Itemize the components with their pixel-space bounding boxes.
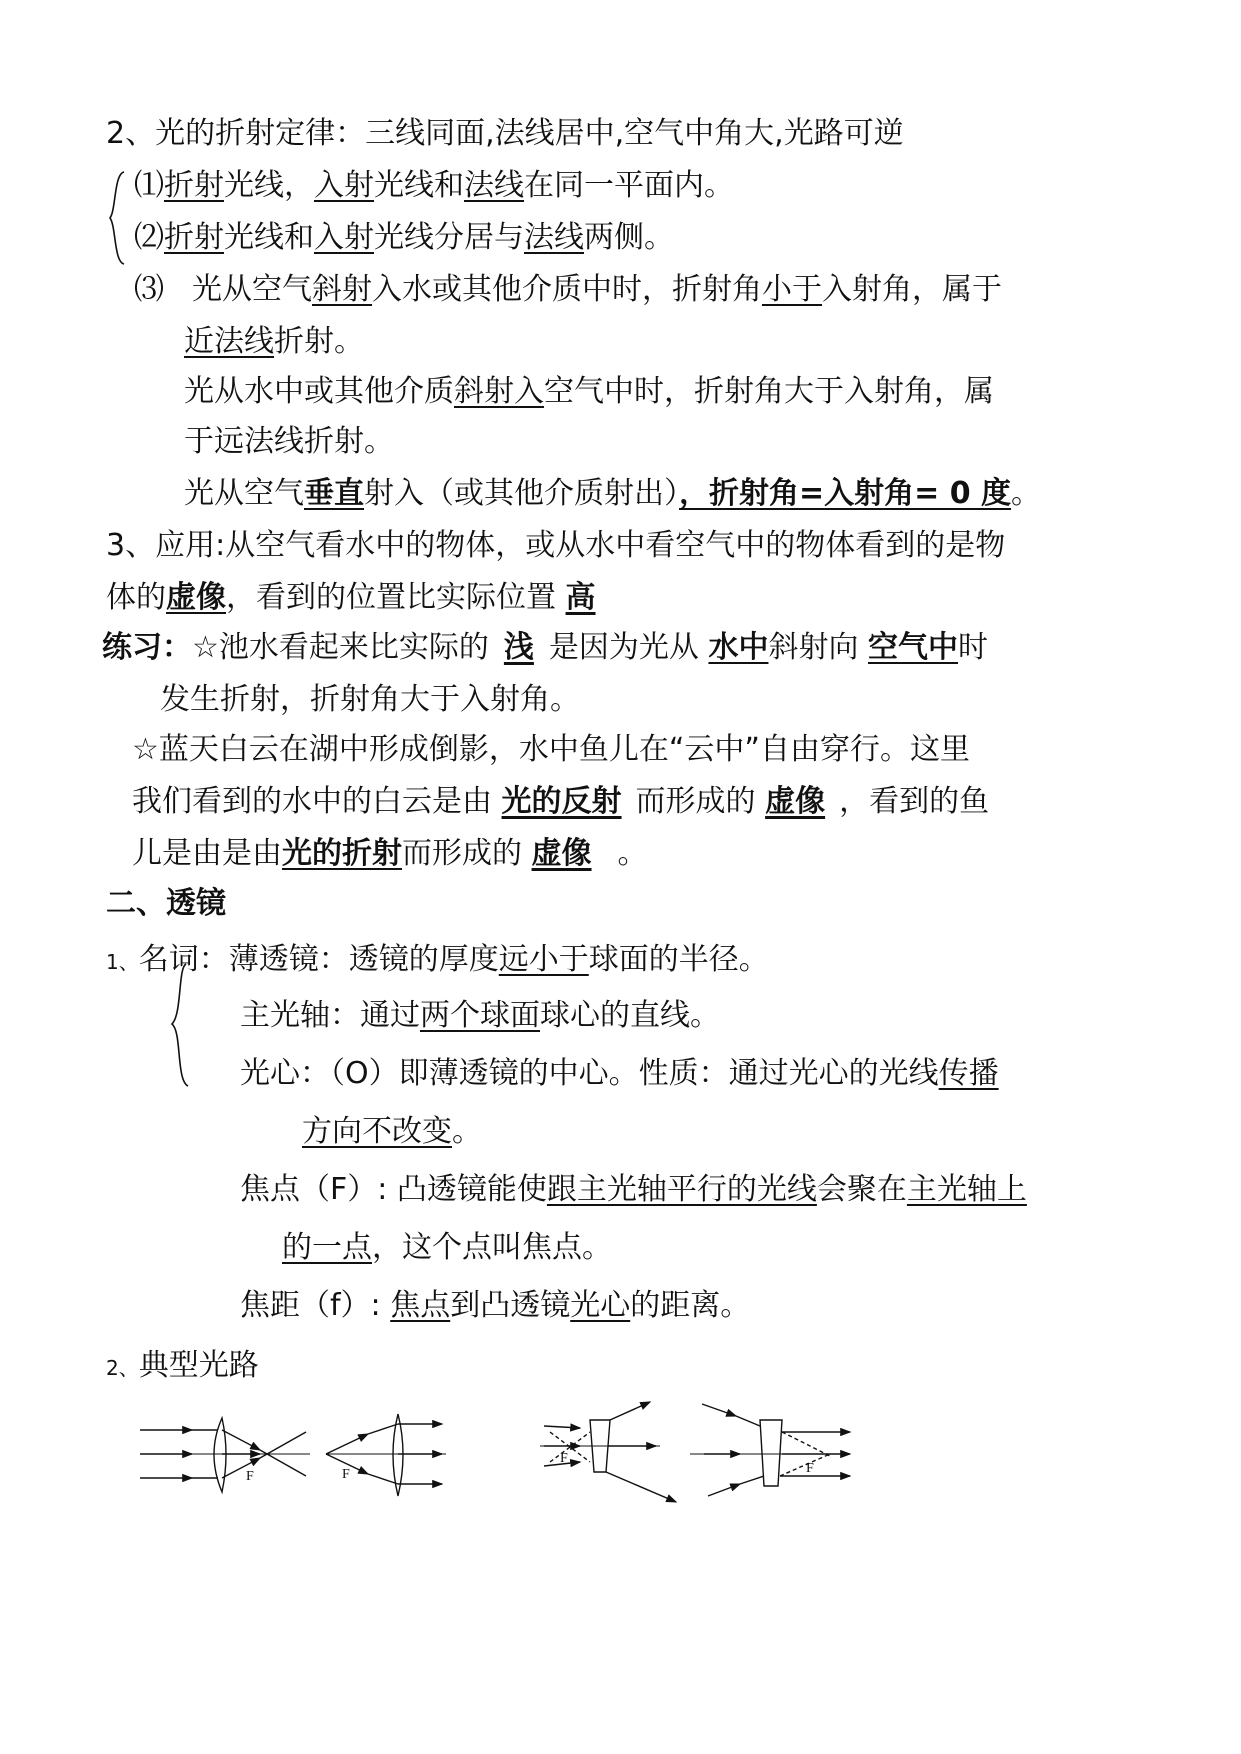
law-item-3-line-5: 光从空气垂直射入（或其他介质射出），折射角=入射角= 0 度。 xyxy=(184,476,1042,511)
focus-label: F xyxy=(560,1451,568,1466)
section-heading-lens: 二、透镜 xyxy=(106,886,226,921)
concave-lens-diagram-2 xyxy=(690,1404,850,1496)
curly-brace-icon xyxy=(170,962,192,1090)
convex-lens-focus-rays-diagram xyxy=(326,1414,446,1496)
focus-label: F xyxy=(806,1461,814,1476)
application-line-1: 3、应用:从空气看水中的物体，或从水中看空气中的物体看到的是物 xyxy=(106,528,1006,563)
practice-line-2: 发生折射，折射角大于入射角。 xyxy=(160,682,580,717)
law-item-3-line-3: 光从水中或其他介质斜射入空气中时，折射角大于入射角，属 xyxy=(184,374,994,409)
law-item-3-line-2: 近法线折射。 xyxy=(184,324,364,359)
lens-term-focus-cont: 的一点，这个点叫焦点。 xyxy=(282,1230,612,1265)
refraction-law-heading: 2、光的折射定律：三线同面,法线居中,空气中角大,光路可逆 xyxy=(106,116,904,151)
law-item-1: ⑴折射光线，入射光线和法线在同一平面内。 xyxy=(134,168,734,203)
law-item-3-line-1: ⑶ 光从空气斜射入水或其他介质中时，折射角小于入射角，属于 xyxy=(134,272,1002,307)
typical-light-paths-heading: 2、典型光路 xyxy=(106,1348,259,1383)
practice-line-1: 练习：☆池水看起来比实际的 浅 是因为光从 水中斜射向 空气中时 xyxy=(102,630,988,665)
practice-line-3: ☆蓝天白云在湖中形成倒影，水中鱼儿在“云中”自由穿行。这里 xyxy=(132,732,970,767)
application-line-2: 体的虚像，看到的位置比实际位置 高 xyxy=(106,580,596,615)
law-item-3-line-4: 于远法线折射。 xyxy=(184,424,394,459)
curly-brace-icon xyxy=(108,170,128,266)
lens-term-center-cont: 方向不改变。 xyxy=(302,1114,482,1149)
lens-term-thin: 1、名词：薄透镜：透镜的厚度远小于球面的半径。 xyxy=(106,942,769,977)
practice-line-4: 我们看到的水中的白云是由 光的反射 而形成的 虚像 ，看到的鱼 xyxy=(132,784,990,819)
focus-label: F xyxy=(246,1469,254,1484)
lens-term-center: 光心：（O）即薄透镜的中心。性质：通过光心的光线传播 xyxy=(240,1056,999,1091)
lens-ray-diagrams xyxy=(130,1392,890,1512)
practice-line-5: 儿是由是由光的折射而形成的 虚像 。 xyxy=(132,836,648,871)
lens-term-focus: 焦点（F）: 凸透镜能使跟主光轴平行的光线会聚在主光轴上 xyxy=(240,1172,1027,1207)
convex-lens-parallel-rays-diagram xyxy=(140,1418,310,1492)
law-item-2: ⑵折射光线和入射光线分居与法线两侧。 xyxy=(134,220,674,255)
lens-term-focal-length: 焦距（f）: 焦点到凸透镜光心的距离。 xyxy=(240,1288,751,1323)
lens-term-axis: 主光轴：通过两个球面球心的直线。 xyxy=(240,998,720,1033)
focus-label: F xyxy=(342,1467,350,1482)
